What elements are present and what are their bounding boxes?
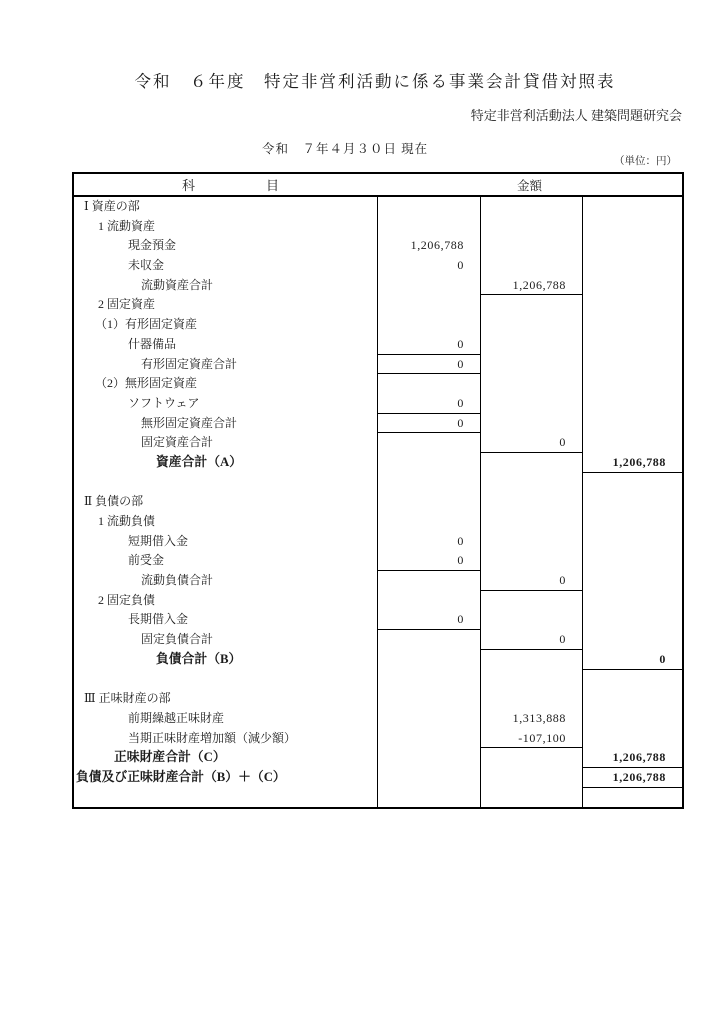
- table-row: [74, 217, 682, 237]
- amount-col2-cell: [480, 335, 582, 355]
- amount-col3-cell: [582, 433, 682, 453]
- amount-col2-cell: -107,100: [480, 729, 582, 749]
- table-row: [74, 788, 682, 808]
- amount-col3-cell: [582, 315, 682, 335]
- table-row: [74, 689, 682, 709]
- amount-col2-cell: [480, 414, 582, 434]
- amount-col3-cell: [582, 709, 682, 729]
- subject-cell: 無形固定資産合計: [141, 415, 238, 430]
- amount-col3-cell: [582, 591, 682, 611]
- organization-name: 特定非営利活動法人 建築問題研究会: [470, 108, 682, 123]
- amount-col2-cell: [480, 748, 582, 768]
- amount-col1-cell: 0: [377, 551, 480, 571]
- subject-cell: 長期借入金: [128, 612, 189, 627]
- amount-col1-cell: 0: [377, 256, 480, 276]
- subject-cell: 流動資産合計: [141, 277, 214, 292]
- amount-col2-cell: 0: [480, 433, 582, 453]
- amount-col2-cell: [480, 355, 582, 375]
- table-row: [74, 355, 682, 375]
- amount-col1-cell: 0: [377, 394, 480, 414]
- table-row: [74, 492, 682, 512]
- amount-col3-cell: [582, 276, 682, 296]
- amount-col1-cell: [377, 670, 480, 690]
- table-row: [74, 748, 682, 768]
- table-row: [74, 394, 682, 414]
- amount-col1-cell: 0: [377, 355, 480, 375]
- amount-col2-cell: [480, 610, 582, 630]
- amount-column-header: 金額: [516, 179, 542, 193]
- subject-cell: 1 流動負債: [98, 514, 156, 528]
- subject-cell: 1 流動資産: [98, 218, 156, 233]
- amount-col3-cell: [582, 236, 682, 256]
- amount-col3-cell: [582, 689, 682, 709]
- amount-col3-cell: [582, 295, 682, 315]
- table-row: [74, 709, 682, 729]
- amount-col3-cell: [582, 374, 682, 394]
- amount-col3-cell: [582, 630, 682, 650]
- subject-cell: 正味財産合計（C）: [114, 750, 226, 765]
- amount-col1-cell: [377, 591, 480, 611]
- amount-col1-cell: [377, 374, 480, 394]
- amount-col2-cell: [480, 768, 582, 788]
- subject-header-char-right: 目: [265, 178, 279, 193]
- amount-col3-cell: 1,206,788: [582, 768, 682, 788]
- table-row: [74, 650, 682, 670]
- amount-col1-cell: [377, 197, 480, 217]
- subject-cell: 有形固定資産合計: [141, 356, 238, 371]
- amount-col2-cell: [480, 551, 582, 571]
- amount-col1-cell: [377, 217, 480, 237]
- amount-col2-cell: 0: [480, 630, 582, 650]
- amount-col1-cell: [377, 512, 480, 532]
- table-row: [74, 236, 682, 256]
- subject-column-header: [74, 174, 377, 195]
- balance-sheet-table: [72, 172, 684, 809]
- amount-col2-cell: [480, 689, 582, 709]
- table-header-row: [74, 174, 682, 197]
- subject-header-char-left: 科: [182, 178, 196, 193]
- subject-cell: 什器備品: [128, 336, 177, 351]
- unit-note: （単位：円）: [614, 156, 677, 167]
- amount-col2-cell: 1,313,888: [480, 709, 582, 729]
- subject-cell: 資産合計（A）: [156, 454, 243, 469]
- subject-cell: 前期繰越正味財産: [128, 710, 225, 725]
- amount-col2-cell: 0: [480, 571, 582, 591]
- amount-col3-cell: [582, 394, 682, 414]
- table-row: [74, 453, 682, 473]
- amount-col3-cell: [582, 788, 682, 808]
- amount-col2-cell: [480, 591, 582, 611]
- amount-col3-cell: [582, 610, 682, 630]
- table-body: [74, 197, 682, 807]
- subject-cell: 2 固定資産: [98, 297, 156, 312]
- amount-col3-cell: 0: [582, 650, 682, 670]
- table-row: [74, 276, 682, 296]
- subject-cell: 負債合計（B）: [156, 651, 242, 666]
- table-row: [74, 610, 682, 630]
- amount-col3-cell: [582, 512, 682, 532]
- amount-col3-cell: [582, 492, 682, 512]
- table-row: [74, 433, 682, 453]
- table-row: [74, 295, 682, 315]
- subject-cell: 現金預金: [128, 238, 177, 253]
- subject-cell: 当期正味財産増加額（減少額）: [128, 730, 297, 745]
- subject-cell: [74, 788, 377, 808]
- amount-col3-cell: [582, 571, 682, 591]
- amount-col2-cell: [480, 788, 582, 808]
- amount-col1-cell: [377, 473, 480, 493]
- subject-cell: 流動負債合計: [141, 573, 214, 588]
- subject-cell: 固定資産合計: [141, 435, 214, 450]
- subject-cell: （2）無形固定資産: [95, 376, 198, 391]
- subject-cell: ソフトウェア: [128, 395, 200, 410]
- subject-cell: Ⅲ 正味財産の部: [84, 691, 171, 706]
- as-of-date: 令和 ７年４月３０日 現在: [262, 142, 429, 156]
- amount-col1-cell: [377, 650, 480, 670]
- amount-col1-cell: [377, 709, 480, 729]
- amount-col2-cell: [480, 197, 582, 217]
- page-title: 令和 ６年度 特定非営利活動に係る事業会計貸借対照表: [134, 72, 616, 91]
- subject-cell: 2 固定負債: [98, 592, 156, 607]
- amount-col3-cell: [582, 729, 682, 749]
- amount-col3-cell: [582, 217, 682, 237]
- amount-col3-cell: 1,206,788: [582, 748, 682, 768]
- amount-col1-cell: [377, 689, 480, 709]
- amount-col1-cell: [377, 788, 480, 808]
- amount-col3-cell: [582, 335, 682, 355]
- subject-cell: 前受金: [128, 553, 165, 568]
- amount-col3-cell: [582, 355, 682, 375]
- table-row: [74, 670, 682, 690]
- amount-col2-cell: [480, 492, 582, 512]
- amount-col2-cell: [480, 473, 582, 493]
- amount-col1-cell: 0: [377, 532, 480, 552]
- table-row: [74, 414, 682, 434]
- subject-cell: 短期借入金: [128, 533, 189, 548]
- table-row: [74, 768, 682, 788]
- amount-col2-cell: [480, 453, 582, 473]
- subject-cell: （1）有形固定資産: [95, 317, 198, 332]
- amount-col3-cell: [582, 197, 682, 217]
- amount-col2-cell: [480, 256, 582, 276]
- table-row: [74, 729, 682, 749]
- table-row: [74, 315, 682, 335]
- table-row: [74, 335, 682, 355]
- amount-col2-cell: 1,206,788: [480, 276, 582, 296]
- amount-col2-cell: [480, 315, 582, 335]
- amount-col1-cell: [377, 768, 480, 788]
- table-row: [74, 197, 682, 217]
- amount-col3-cell: 1,206,788: [582, 453, 682, 473]
- amount-col2-cell: [480, 217, 582, 237]
- amount-col2-cell: [480, 236, 582, 256]
- subject-cell: Ⅱ 負債の部: [84, 494, 144, 509]
- amount-col1-cell: [377, 433, 480, 453]
- amount-col1-cell: 0: [377, 414, 480, 434]
- amount-col1-cell: [377, 729, 480, 749]
- amount-col1-cell: [377, 315, 480, 335]
- subject-cell: 固定負債合計: [141, 632, 214, 647]
- amount-col1-cell: 0: [377, 610, 480, 630]
- table-row: [74, 256, 682, 276]
- subject-cell: 未収金: [128, 258, 165, 273]
- amount-col2-cell: [480, 374, 582, 394]
- amount-col2-cell: [480, 650, 582, 670]
- subject-cell: Ⅰ 資産の部: [84, 199, 140, 213]
- amount-col3-cell: [582, 532, 682, 552]
- amount-col1-cell: [377, 453, 480, 473]
- amount-col1-cell: [377, 492, 480, 512]
- amount-col2-cell: [480, 532, 582, 552]
- amount-col3-cell: [582, 670, 682, 690]
- amount-col2-cell: [480, 394, 582, 414]
- amount-col1-cell: 1,206,788: [377, 236, 480, 256]
- amount-col1-cell: [377, 276, 480, 296]
- subject-cell: 負債及び正味財産合計（B）＋（C）: [76, 769, 286, 784]
- amount-col3-cell: [582, 414, 682, 434]
- amount-col2-cell: [480, 295, 582, 315]
- table-row: [74, 630, 682, 650]
- table-row: [74, 571, 682, 591]
- amount-col1-cell: [377, 295, 480, 315]
- amount-col3-cell: [582, 551, 682, 571]
- subject-cell: [74, 670, 377, 690]
- amount-col1-cell: [377, 571, 480, 591]
- amount-col1-cell: 0: [377, 335, 480, 355]
- subject-cell: [74, 473, 377, 493]
- amount-col3-cell: [582, 473, 682, 493]
- amount-col1-cell: [377, 630, 480, 650]
- table-row: [74, 532, 682, 552]
- amount-col2-cell: [480, 512, 582, 532]
- table-row: [74, 512, 682, 532]
- amount-col1-cell: [377, 748, 480, 768]
- table-row: [74, 551, 682, 571]
- table-row: [74, 374, 682, 394]
- amount-col2-cell: [480, 670, 582, 690]
- table-row: [74, 473, 682, 493]
- table-row: [74, 591, 682, 611]
- amount-col3-cell: [582, 256, 682, 276]
